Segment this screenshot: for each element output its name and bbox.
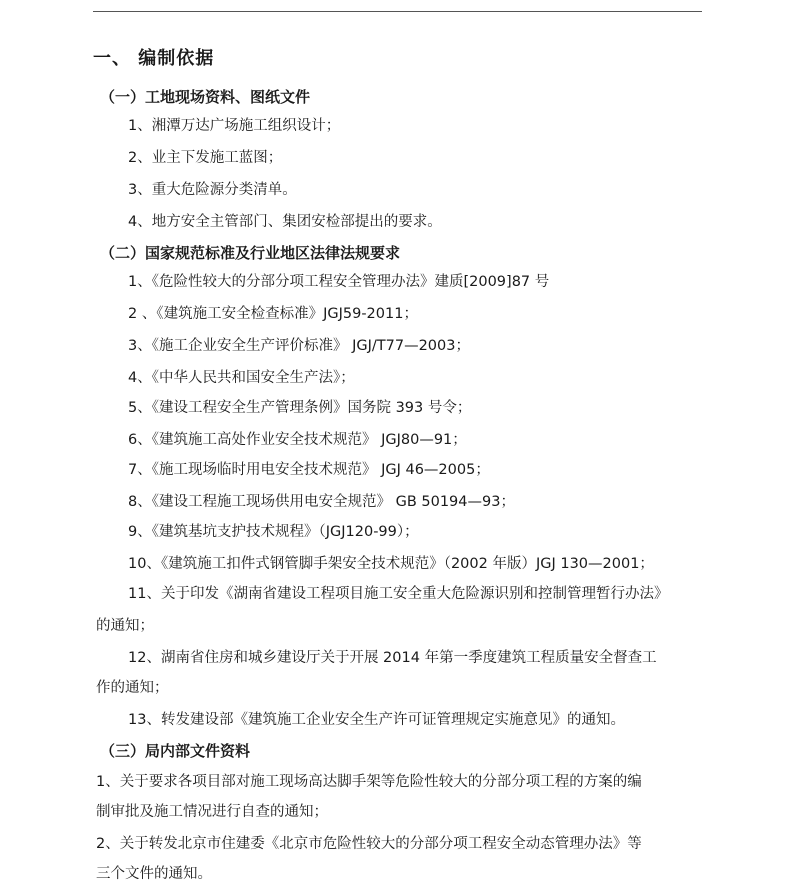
header-rule [93,11,702,12]
section-heading: 一、 编制依据 [93,48,215,69]
list-item: 5、《建设工程安全生产管理条例》国务院 393 号令； [128,400,472,416]
list-item-continuation: 三个文件的通知。 [96,866,212,882]
subsection-title-2: （二）国家规范标准及行业地区法律法规要求 [100,244,401,262]
list-item: 6、《建筑施工高处作业安全技术规范》 JGJ80—91； [128,432,467,448]
list-item: 7、《施工现场临时用电安全技术规范》 JGJ 46—2005； [128,462,490,478]
list-item: 2、关于转发北京市住建委《北京市危险性较大的分部分项工程安全动态管理办法》等 [96,836,642,852]
list-item: 13、转发建设部《建筑施工企业安全生产许可证管理规定实施意见》的通知。 [128,712,625,728]
list-item: 4、地方安全主管部门、集团安检部提出的要求。 [128,214,442,230]
list-item-continuation: 作的通知； [96,680,169,696]
list-item: 3、《施工企业安全生产评价标准》 JGJ/T77—2003； [128,338,470,354]
list-item: 2 、《建筑施工安全检查标准》JGJ59-2011； [128,306,418,322]
list-item: 10、《建筑施工扣件式钢管脚手架安全技术规范》（2002 年版）JGJ 130—2001； [128,556,654,572]
list-item: 9、《建筑基坑支护技术规程》（JGJ120-99）； [128,524,419,540]
list-item: 1、湘潭万达广场施工组织设计； [128,118,341,134]
list-item: 12、湖南省住房和城乡建设厅关于开展 2014 年第一季度建筑工程质量安全督查工 [128,650,657,666]
list-item: 4、《中华人民共和国安全生产法》； [128,370,355,386]
list-item: 8、《建设工程施工现场供用电安全规范》 GB 50194—93； [128,494,515,510]
list-item-continuation: 的通知； [96,618,154,634]
list-item: 1、《危险性较大的分部分项工程安全管理办法》建质[2009]87 号 [128,274,550,290]
subsection-title-3: （三）局内部文件资料 [100,742,251,760]
list-item: 2、业主下发施工蓝图； [128,150,283,166]
subsection-title-1: （一）工地现场资料、图纸文件 [100,88,311,106]
list-item: 3、重大危险源分类清单。 [128,182,297,198]
list-item: 11、关于印发《湖南省建设工程项目施工安全重大危险源识别和控制管理暂行办法》 [128,586,669,602]
list-item-continuation: 制审批及施工情况进行自查的通知； [96,804,328,820]
list-item: 1、关于要求各项目部对施工现场高达脚手架等危险性较大的分部分项工程的方案的编 [96,774,642,790]
